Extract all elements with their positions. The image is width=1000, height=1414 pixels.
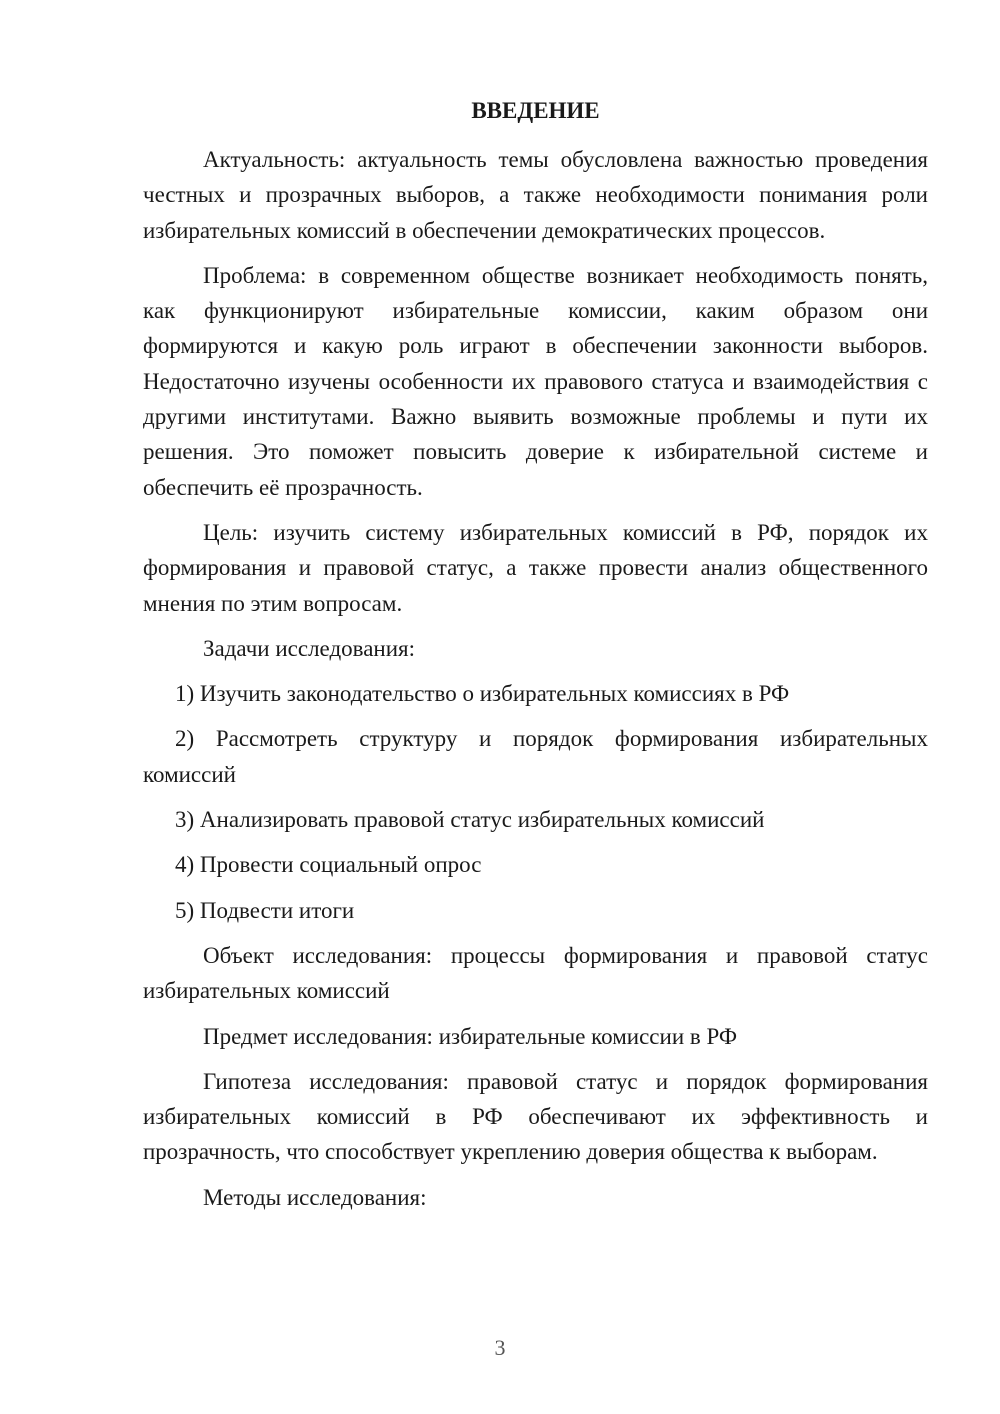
task-item: 3) Анализировать правовой статус избирательных комиссий bbox=[175, 807, 765, 833]
paragraph-object: Объект исследования: процессы формирования и правовой статус избирательных комиссий bbox=[143, 942, 928, 1004]
paragraph-relevance: Актуальность: актуальность темы обусловлена важностью проведения честных и прозрачных выборов, а также необходимости понимания роли избирательных комиссий в обеспечении демократических процессов. bbox=[143, 147, 928, 243]
paragraph-hypothesis: Гипотеза исследования: правовой статус и порядок формирования избирательных комиссий в РФ обеспечивают их эффективность и прозрачность, что способствует укреплению доверия общества к выборам. bbox=[143, 1068, 928, 1165]
paragraph-problem: Проблема: в современном обществе возникает необходимость понять, как функционируют избирательные комиссии, каким образом они формируются и какую роль играют в обеспечении законности выборов. Недостаточно изучены особенности их правового статуса и взаимодействия с другими институтами. Важно выявить возможные проблемы и пути их решения. Это поможет повысить доверие к избирательной системе и обеспечить её прозрачность. bbox=[143, 262, 928, 500]
methods-heading: Методы исследования: bbox=[203, 1184, 427, 1210]
document-body bbox=[143, 142, 928, 1225]
task-item: 1) Изучить законодательство о избирательных комиссиях в РФ bbox=[175, 681, 790, 707]
page-number: 3 bbox=[494, 1335, 506, 1360]
section-heading: ВВЕДЕНИЕ bbox=[471, 98, 600, 123]
tasks-heading: Задачи исследования: bbox=[203, 635, 416, 661]
paragraph-subject: Предмет исследования: избирательные комиссии в РФ bbox=[203, 1023, 738, 1049]
task-item: 5) Подвести итоги bbox=[175, 897, 355, 923]
task-item: 4) Провести социальный опрос bbox=[175, 852, 482, 878]
task-item: 2) Рассмотреть структуру и порядок формирования избирательных комиссий bbox=[143, 726, 928, 787]
paragraph-goal: Цель: изучить систему избирательных комиссий в РФ, порядок их формирования и правовой статус, а также провести анализ общественного мнения по этим вопросам. bbox=[143, 519, 928, 616]
